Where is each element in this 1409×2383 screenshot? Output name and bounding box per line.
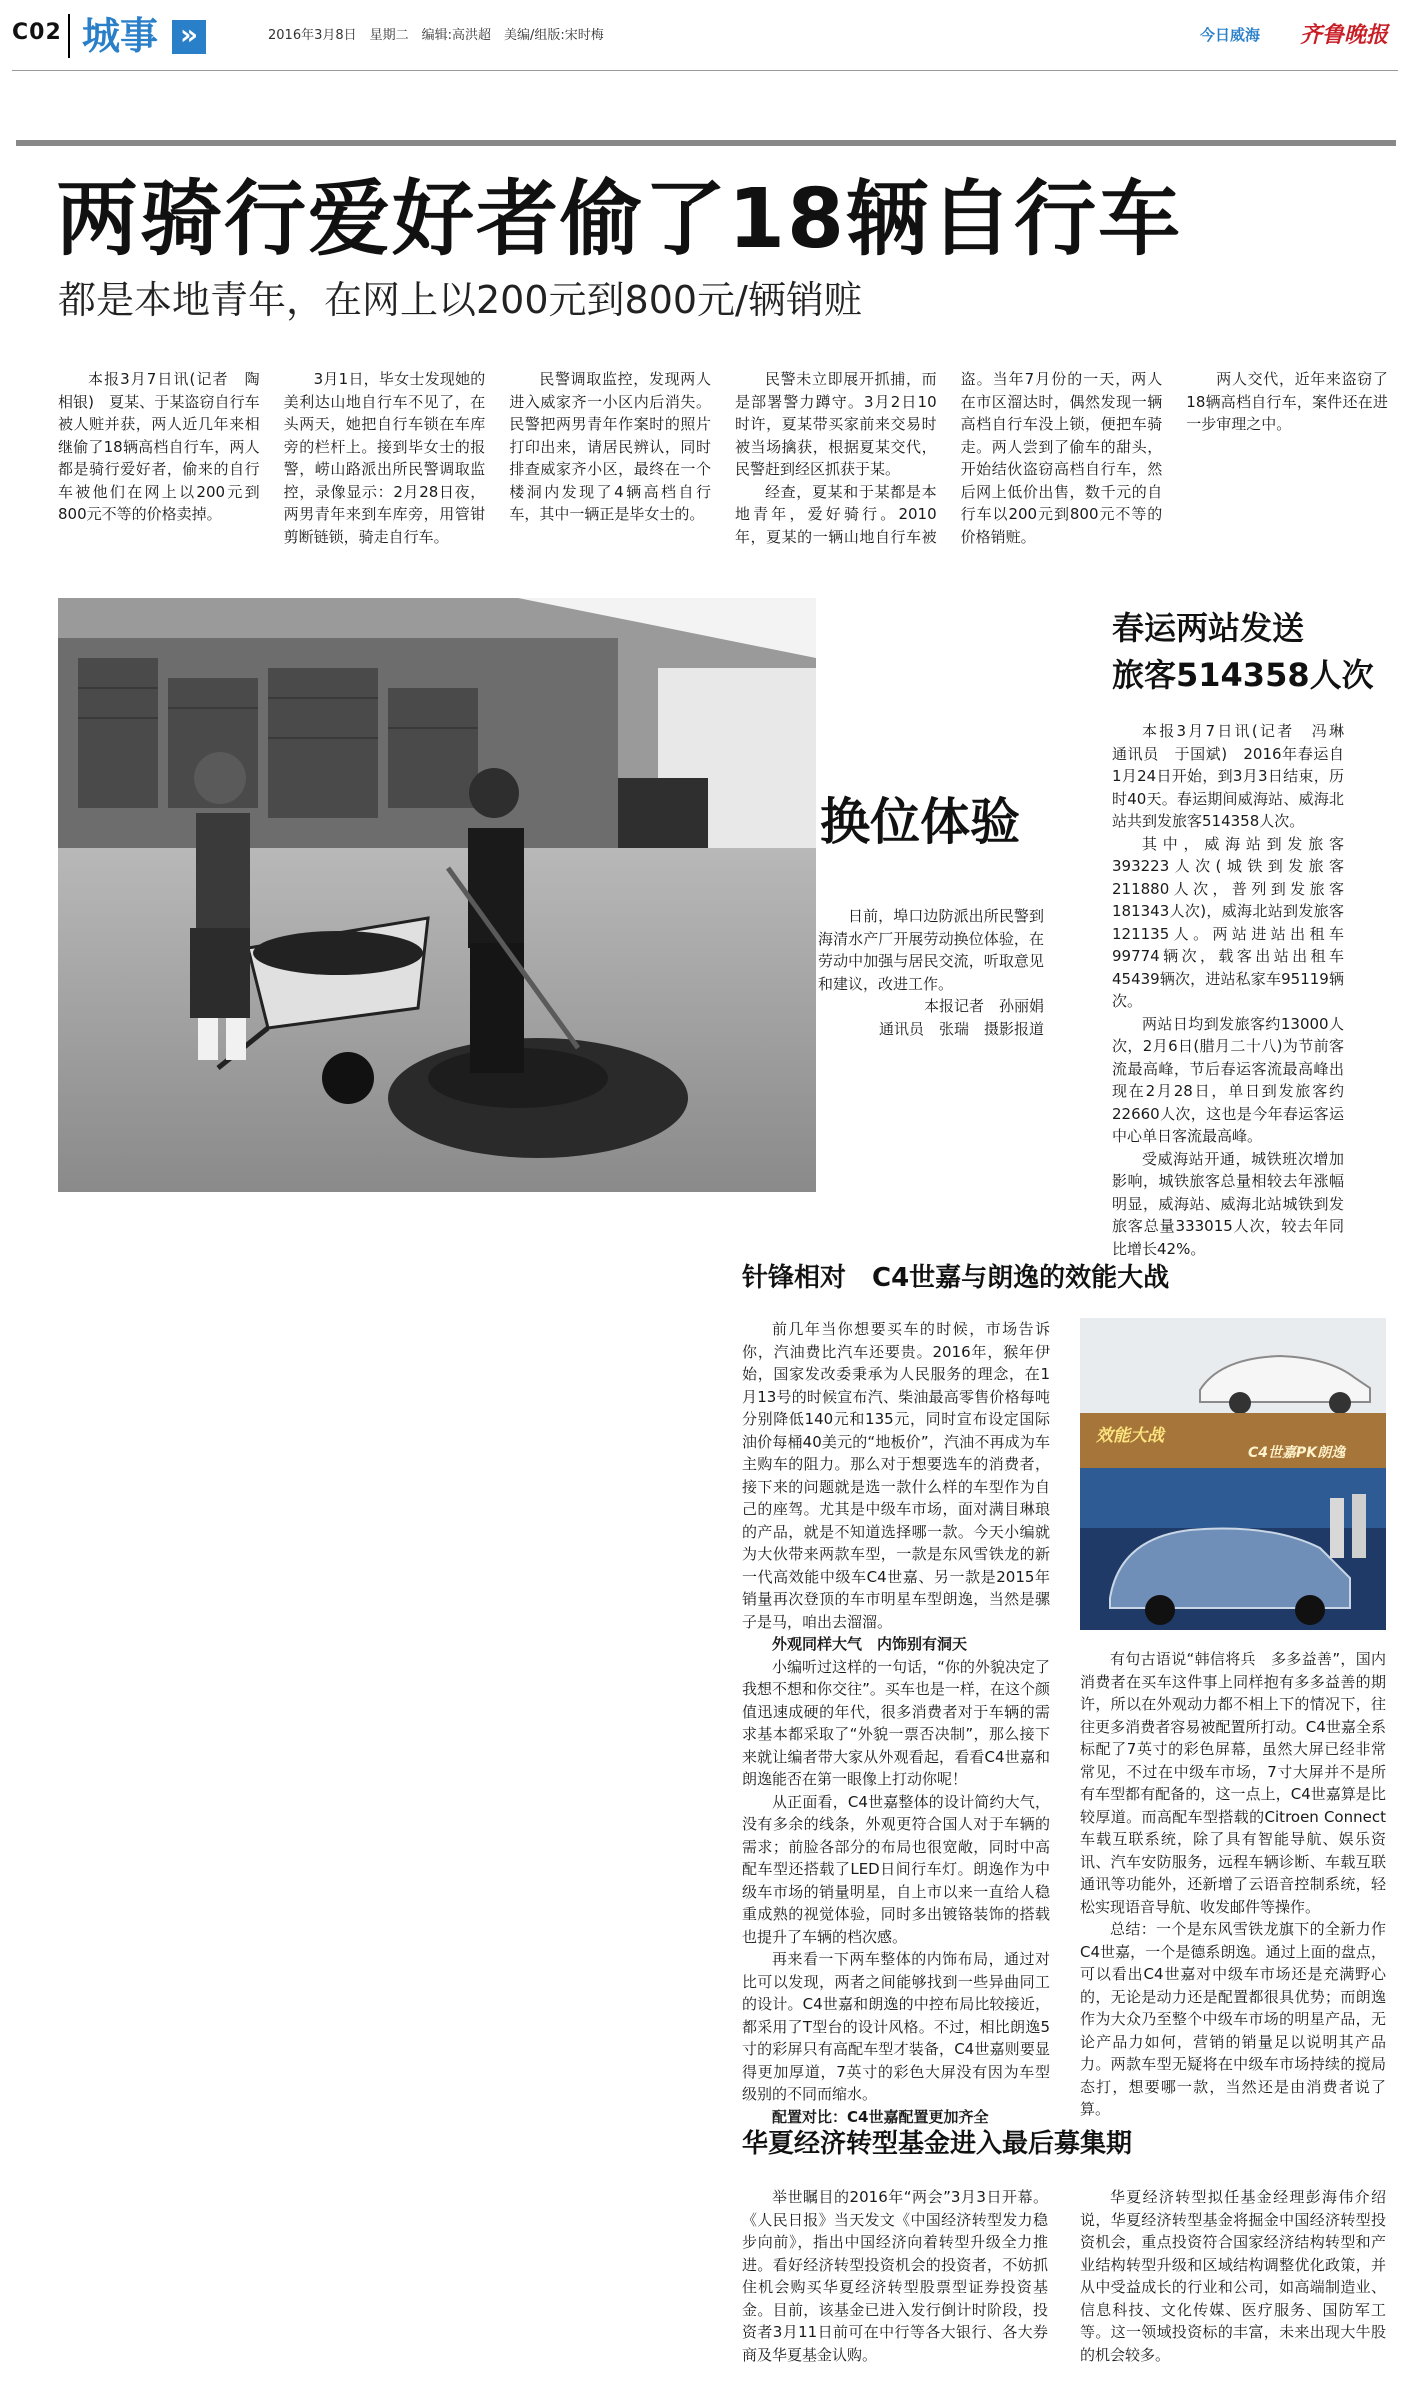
story4-left-body bbox=[742, 2186, 1048, 2366]
section-arrow-icon bbox=[172, 20, 206, 54]
photo-credit-1: 本报记者 孙丽娟 bbox=[923, 997, 1044, 1015]
story3-left-para-1: 前几年当你想要买车的时候，市场告诉你，汽油费比汽车还要贵。2016年，猴年伊始，国家发改委秉承为人民服务的理念，在1月13号的时候宣布汽、柴油最高零售价格每吨分别降低140元和135元，同时宣布设定国际油价每桶40美元的“地板价”，汽油不再成为车主购车的阻力。那么对于想要选车的消费者，接下来的问题就是选一款什么样的车型作为自己的座驾。尤其是中级车市场，面对满目琳琅的产品，就是不知道选择哪一款。今天小编就为大伙带来两款车型，一款是东风雪铁龙的新一代高效能中级车C4世嘉、另一款是2015年销量再次登顶的车市明星车型朗逸，当然是骡子是马，咱出去溜溜。 bbox=[742, 1320, 1050, 1631]
header-meta: 2016年3月8日 星期二 编辑:高洪超 美编/组版:宋时梅 bbox=[268, 28, 604, 43]
story2-para-2: 其中，威海站到发旅客393223人次(城铁到发旅客211880人次，普列到发旅客181343人次)，威海北站到发旅客121135人。两站进站出租车99774辆次，载客出站出租车45439辆次，进站私家车95119辆次。 bbox=[1112, 834, 1344, 1010]
story3-left-para-2: 小编听过这样的一句话，“你的外貌决定了我想不想和你交往”。买车也是一样，在这个颜值迅速成硬的年代，很多消费者对于车辆的需求基本都采取了“外貌一票否决制”，那么接下来就让编者带大家从外观看起，看看C4世嘉和朗逸能否在第一眼像上打动你呢！ bbox=[742, 1657, 1050, 1788]
car-comparison-illustration bbox=[1080, 1318, 1386, 1630]
story3-headline: 针锋相对 C4世嘉与朗逸的效能大战 bbox=[742, 1263, 1170, 1293]
story1-para-5: 经查，夏某和于某都是本地青年，爱好骑行。2010年，夏某的一辆山地自行车被盗。当年7月份的一天，两人在市区溜达时，偶然发现一辆高档自行车没上锁，便把车骑走。两人尝到了偷车的甜头，开始结伙盗窃高档自行车，然后网上低价出售，数千元的自行车以200元到800元不等的价格销赃。 bbox=[734, 370, 1163, 546]
story1-headline: 两骑行爱好者偷了18辆自行车 bbox=[56, 172, 1183, 267]
story4-right-body bbox=[1080, 2186, 1386, 2366]
photo-story-caption bbox=[818, 905, 1044, 1040]
story1-subheadline: 都是本地青年，在网上以200元到800元/辆销赃 bbox=[58, 278, 862, 322]
story3-right-para-1: 有句古语说“韩信将兵 多多益善”，国内消费者在买车这件事上同样抱有多多益善的期许，所以在外观动力都不相上下的情况下，往往更多消费者容易被配置所打动。C4世嘉全系标配了7英寸的彩色屏幕，虽然大屏已经非常常见，不过在中级车市场，7寸大屏并不是所有车型都有配备的，这一点上，C4世嘉算是比较厚道。而高配车型搭载的Citroen Connect车载互联系统，除了具有智能导航、娱乐资讯、汽车安防服务，远程车辆诊断、车载互联通讯等功能外，还新增了云语音控制系统，轻松实现语音导航、收发邮件等操作。 bbox=[1080, 1650, 1386, 1916]
car-comparison-image bbox=[1080, 1318, 1386, 1630]
page-number: C02 bbox=[12, 20, 62, 45]
story2-body bbox=[1112, 720, 1360, 1260]
story4-right-para: 华夏经济转型拟任基金经理彭海伟介绍说，华夏经济转型基金将掘金中国经济转型投资机会，重点投资符合国家经济结构转型和产业结构转型升级和区域结构调整优化政策，并从中受益成长的行业和公司，如高端制造业、信息科技、文化传媒、医疗服务、国防军工等。这一领域投资标的丰富，未来出现大牛股的机会较多。 bbox=[1080, 2188, 1386, 2364]
labor-photo-illustration bbox=[58, 598, 816, 1192]
labor-photo bbox=[58, 598, 816, 1192]
story2-para-3: 两站日均到发旅客约13000人次，2月6日(腊月二十八)为节前客流最高峰，节后春运客流最高峰出现在2月28日，单日到发旅客约22660人次，这也是今年春运客运中心单日客流最高峰。 bbox=[1112, 1014, 1344, 1145]
story1-para-3: 民警调取监控，发现两人进入威家齐一小区内后消失。民警把两男青年作案时的照片打印出来，请居民辨认，同时排查威家齐小区，最终在一个楼洞内发现了4辆高档自行车，其中一辆正是毕女士的。 bbox=[509, 370, 711, 523]
photo-caption-text: 日前，埠口边防派出所民警到海清水产厂开展劳动换位体验，在劳动中加强与居民交流，听取意见和建议，改进工作。 bbox=[818, 907, 1044, 993]
story2-headline-2: 旅客514358人次 bbox=[1112, 656, 1374, 694]
story3-left-body bbox=[742, 1318, 1050, 2128]
brand-logo: 齐鲁晚报 bbox=[1300, 22, 1389, 48]
story4-headline: 华夏经济转型基金进入最后募集期 bbox=[742, 2129, 1133, 2159]
story2-para-4: 受威海站开通，城铁班次增加影响，城铁旅客总量相较去年涨幅明显，威海站、威海北站城铁到发旅客总量333015人次，较去年同比增长42%。 bbox=[1112, 1149, 1344, 1258]
story2-para-1: 本报3月7日讯(记者 冯琳 通讯员 于国斌) 2016年春运自1月24日开始，到3月3日结束，历时40天。春运期间威海站、威海北站共到发旅客514358人次。 bbox=[1112, 722, 1360, 830]
car-image-label-2: C4世嘉PK朗逸 bbox=[1248, 1445, 1346, 1461]
car-image-label-1: 效能大战 bbox=[1096, 1426, 1164, 1446]
brand-sub: 今日威海 bbox=[1200, 26, 1261, 44]
story3-right-para-2: 总结：一个是东风雪铁龙旗下的全新力作C4世嘉，一个是德系朗逸。通过上面的盘点，可以看出C4世嘉对中级车市场还是充满野心的，无论是动力还是配置都很具优势；而朗逸作为大众乃至整个中级车市场的明星产品，无论产品力如何，营销的销量足以说明其产品力。两款车型无疑将在中级车市场持续的搅局态打，想要哪一款，当然还是由消费者说了算。 bbox=[1080, 1920, 1386, 2118]
photo-credit-2: 通讯员 张瑞 摄影报道 bbox=[878, 1019, 1044, 1038]
story1-para-4: 民警未立即展开抓捕，而是部署警力蹲守。3月2日10时许，夏某带买家前来交易时被当场擒获，根据夏某交代，民警赶到经区抓获于某。 bbox=[734, 370, 937, 478]
story1-para-1: 本报3月7日讯(记者 陶相银) 夏某、于某盗窃自行车被人赃并获，两人近几年来相继偷了18辆高档自行车，两人都是骑行爱好者，偷来的自行车被他们在网上以200元到800元不等的价格卖掉。 bbox=[58, 370, 260, 523]
section-title: 城事 bbox=[82, 14, 159, 58]
header-divider bbox=[68, 14, 70, 58]
page-header bbox=[0, 0, 1409, 78]
story1-para-2: 3月1日，毕女士发现她的美利达山地自行车不见了，在头两天，她把自行车锁在车库旁的栏杆上。接到毕女士的报警，崂山路派出所民警调取监控，录像显示：2月28日夜，两男青年来到车库旁，用管钳剪断链锁，骑走自行车。 bbox=[283, 370, 486, 546]
story3-sub-2: 配置对比：C4世嘉配置更加齐全 bbox=[772, 2107, 989, 2126]
photo-story-title: 换位体验 bbox=[820, 793, 1020, 851]
story3-right-body bbox=[1080, 1648, 1386, 2121]
story1-body bbox=[58, 368, 1388, 553]
story3-left-para-4: 再来看一下两车整体的内饰布局，通过对比可以发现，两者之间能够找到一些异曲同工的设计。C4世嘉和朗逸的中控布局比较接近，都采用了T型台的设计风格。不过，相比朗逸5寸的彩屏只有高配车型才装备，C4世嘉则要显得更加厚道，7英寸的彩色大屏没有因为车型级别的不同而缩水。 bbox=[742, 1950, 1050, 2103]
story1-top-rule bbox=[16, 140, 1396, 146]
story4-left-para: 举世瞩目的2016年“两会”3月3日开幕。《人民日报》当天发文《中国经济转型发力稳步向前》，指出中国经济向着转型升级全力推进。看好经济转型投资机会的投资者，不妨抓住机会购买华夏经济转型股票型证券投资基金。目前，该基金已进入发行倒计时阶段，投资者3月11日前可在中行等各大银行、各大券商及华夏基金认购。 bbox=[742, 2188, 1048, 2364]
story3-left-para-3: 从正面看，C4世嘉整体的设计简约大气，没有多余的线条，外观更符合国人对于车辆的需求；前脸各部分的布局也很宽敞，同时中高配车型还搭载了LED日间行车灯。朗逸作为中级车市场的销量明星，自上市以来一直给人稳重成熟的视觉体验，同时多出镀铬装饰的搭载也提升了车辆的档次感。 bbox=[742, 1792, 1050, 1946]
story1-para-6: 两人交代，近年来盗窃了18辆高档自行车，案件还在进一步审理之中。 bbox=[1186, 370, 1388, 433]
header-underline bbox=[12, 70, 1398, 71]
story3-sub-1: 外观同样大气 内饰别有洞天 bbox=[772, 1635, 968, 1653]
story2-headline-1: 春运两站发送 bbox=[1112, 609, 1305, 647]
section-arrow-glyph: » bbox=[179, 18, 199, 51]
